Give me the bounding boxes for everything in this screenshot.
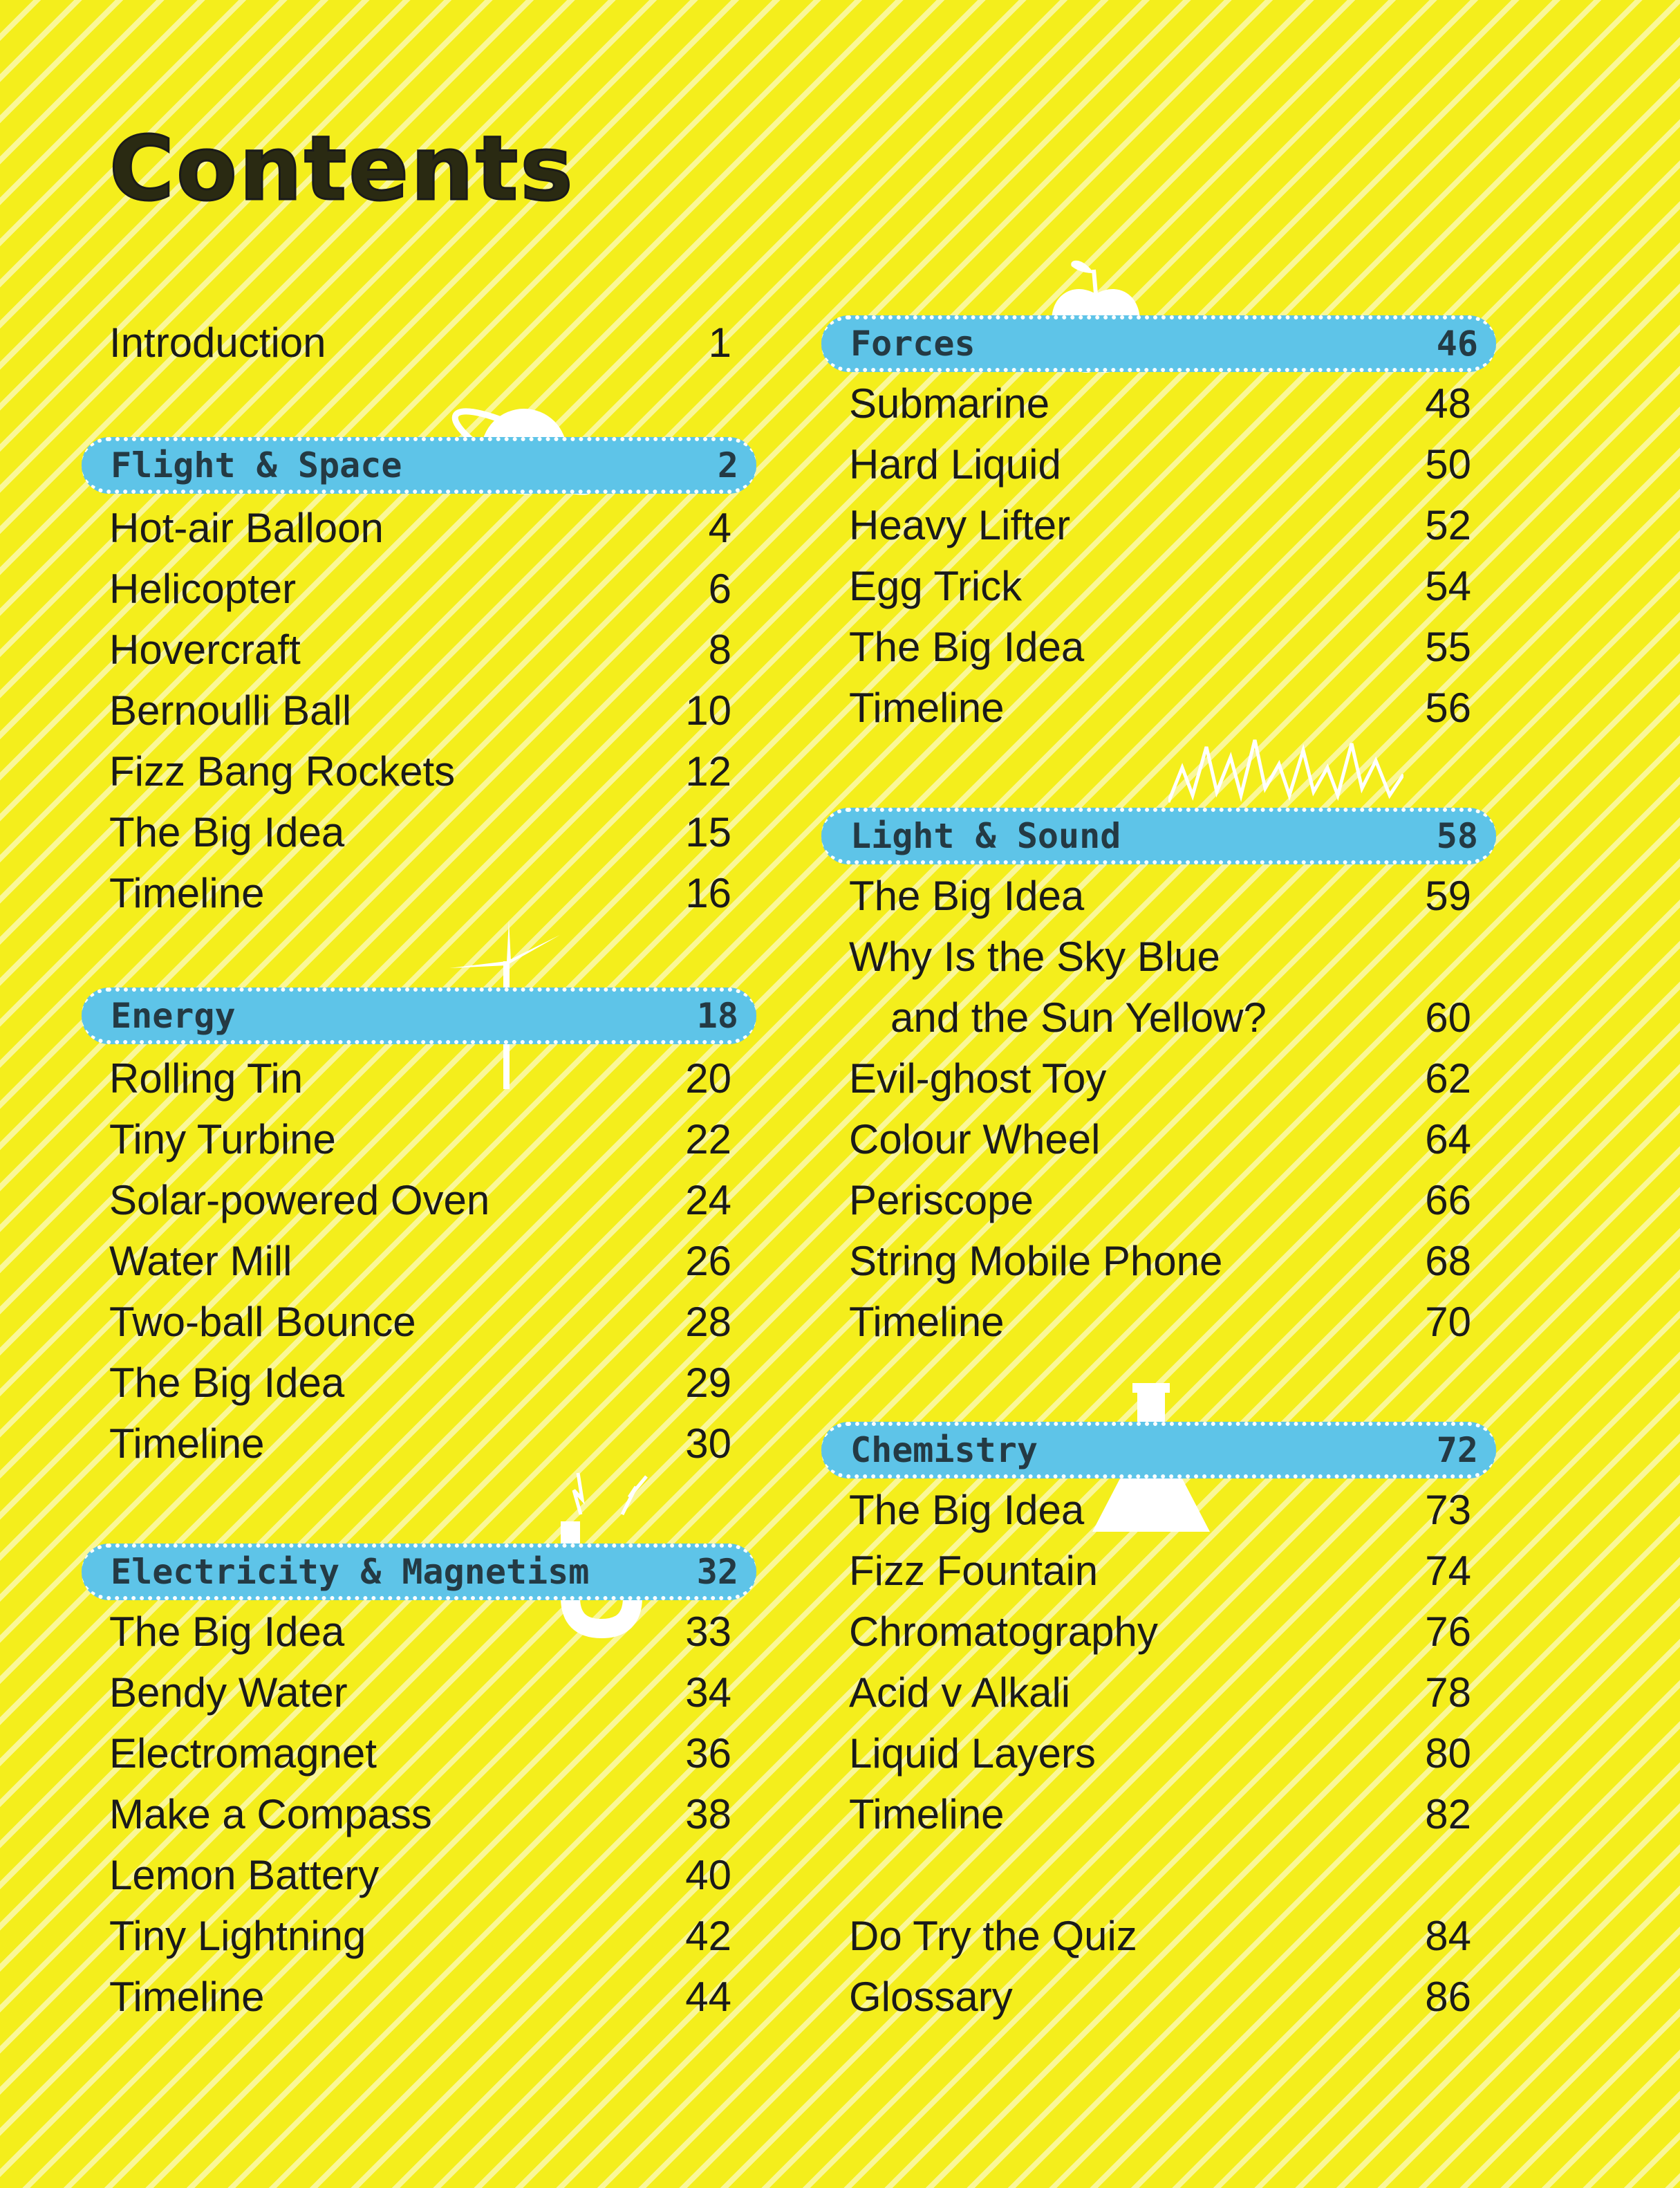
entry-label: Evil-ghost Toy [849,1055,1107,1102]
entry-label: Hard Liquid [849,441,1061,488]
entry-page: 62 [1425,1055,1471,1102]
entry-label: Electromagnet [109,1730,377,1777]
toc-entry[interactable] [109,1845,731,1906]
entry-page: 73 [1425,1487,1471,1533]
toc-entry[interactable] [849,495,1471,556]
entry-label-line1: Why Is the Sky Blue [849,934,1220,980]
entry-label: Two-ball Bounce [109,1299,416,1345]
section-page: 32 [696,1552,738,1592]
entry-page: 8 [708,627,731,673]
entry-page: 29 [685,1360,731,1406]
entry-label: Lemon Battery [109,1852,380,1898]
section-label: Electricity & Magnetism [111,1552,590,1592]
toc-entry[interactable] [109,559,731,620]
section-page: 72 [1436,1430,1478,1470]
entry-page: 38 [685,1791,731,1837]
section-label: Flight & Space [111,445,402,485]
entry-label: The Big Idea [109,1608,345,1655]
toc-entry[interactable] [109,863,731,924]
toc-entry[interactable] [109,1231,731,1292]
toc-entry[interactable] [109,1353,731,1413]
section-page: 46 [1436,324,1478,364]
entry-page: 60 [1425,994,1471,1041]
toc-entry[interactable] [849,373,1471,434]
section-heading-forces[interactable] [821,315,1496,372]
toc-entry[interactable] [109,1906,731,1967]
entry-page: 24 [685,1177,731,1223]
section-page: 58 [1436,816,1478,856]
entry-page: 26 [685,1238,731,1284]
toc-entry[interactable] [849,434,1471,495]
entry-page: 40 [685,1852,731,1898]
toc-entry[interactable] [849,1048,1471,1109]
entry-label: Timeline [849,1299,1005,1345]
entry-page: 33 [685,1608,731,1655]
entry-page: 66 [1425,1177,1471,1223]
toc-entry[interactable] [109,1109,731,1170]
entry-page: 50 [1425,441,1471,488]
entry-label: Egg Trick [849,563,1023,609]
entry-label: Timeline [109,870,265,916]
toc-entry[interactable] [849,1662,1471,1723]
entry-label: Heavy Lifter [849,502,1071,548]
section-heading-chemistry[interactable] [821,1422,1496,1478]
entry-page: 80 [1425,1730,1471,1777]
entry-label: Tiny Turbine [109,1116,336,1162]
entry-page: 20 [685,1055,731,1102]
entry-page: 55 [1425,624,1471,670]
entry-label: Colour Wheel [849,1116,1101,1162]
entry-page: 48 [1425,380,1471,427]
toc-entry[interactable] [849,1292,1471,1353]
toc-entry[interactable] [849,556,1471,617]
entry-label: Timeline [849,1791,1005,1837]
section-heading-energy[interactable] [82,988,756,1044]
entry-label-line2: and the Sun Yellow? [890,994,1267,1041]
entry-page: 84 [1425,1913,1471,1959]
toc-entry[interactable] [109,741,731,802]
toc-entry[interactable] [109,1662,731,1723]
toc-entry[interactable] [109,1967,731,2028]
entry-label: Hot-air Balloon [109,505,384,551]
entry-page: 52 [1425,502,1471,548]
entry-page: 44 [685,1974,731,2020]
toc-entry-quiz[interactable] [849,1906,1471,1967]
entry-page: 56 [1425,685,1471,731]
entry-label: Water Mill [109,1238,292,1284]
entry-page: 36 [685,1730,731,1777]
toc-entry[interactable] [849,1231,1471,1292]
entry-label: Glossary [849,1974,1013,2020]
section-page: 2 [717,445,738,485]
entry-label: Hovercraft [109,627,301,673]
entry-label: Submarine [849,380,1050,427]
entry-page: 12 [685,748,731,795]
entry-label: The Big Idea [109,809,345,855]
entry-page: 82 [1425,1791,1471,1837]
section-label: Forces [850,324,976,364]
entry-label: Solar-powered Oven [109,1177,490,1223]
toc-entry[interactable] [849,927,1471,1048]
entry-label: Make a Compass [109,1791,432,1837]
toc-entry[interactable] [109,802,731,863]
entry-label: Bendy Water [109,1669,348,1716]
section-heading-electricity-magnetism[interactable] [82,1543,756,1600]
entry-page: 10 [685,687,731,734]
toc-entry[interactable] [849,866,1471,927]
section-page: 18 [696,996,738,1036]
entry-page: 1 [708,319,731,366]
entry-label: Chromatography [849,1608,1158,1655]
entry-label: Introduction [109,319,326,366]
entry-label: Acid v Alkali [849,1669,1071,1716]
toc-entry[interactable] [109,1170,731,1231]
entry-label: The Big Idea [849,624,1085,670]
toc-entry[interactable] [109,1413,731,1474]
entry-label: Do Try the Quiz [849,1913,1137,1959]
toc-entry[interactable] [109,620,731,680]
entry-label: Rolling Tin [109,1055,304,1102]
toc-entry[interactable] [849,1784,1471,1845]
entry-label: Bernoulli Ball [109,687,352,734]
section-label: Chemistry [850,1430,1038,1470]
toc-entry-introduction[interactable] [109,313,731,373]
entry-page: 6 [708,566,731,612]
entry-label: The Big Idea [109,1360,345,1406]
entry-page: 78 [1425,1669,1471,1716]
toc-entry[interactable] [849,1480,1471,1541]
entry-label: Fizz Bang Rockets [109,748,456,795]
entry-page: 22 [685,1116,731,1162]
section-heading-light-sound[interactable] [821,808,1496,864]
entry-page: 59 [1425,873,1471,919]
entry-page: 42 [685,1913,731,1959]
toc-entry[interactable] [109,1292,731,1353]
entry-label: Periscope [849,1177,1034,1223]
toc-entry[interactable] [849,1723,1471,1784]
toc-entry[interactable] [109,1723,731,1784]
entry-page: 4 [708,505,731,551]
entry-page: 28 [685,1299,731,1345]
entry-page: 54 [1425,563,1471,609]
page-title: Contents [109,118,575,221]
toc-entry[interactable] [849,678,1471,739]
toc-entry[interactable] [109,498,731,559]
entry-page: 34 [685,1669,731,1716]
entry-label: Timeline [849,685,1005,731]
entry-page: 15 [685,809,731,855]
section-heading-flight-space[interactable] [82,437,756,494]
entry-label: String Mobile Phone [849,1238,1223,1284]
entry-page: 30 [685,1420,731,1467]
toc-entry[interactable] [109,1048,731,1109]
toc-entry-glossary[interactable] [849,1967,1471,2028]
toc-entry[interactable] [849,1170,1471,1231]
entry-label: Fizz Fountain [849,1548,1099,1594]
entry-page: 74 [1425,1548,1471,1594]
entry-label: The Big Idea [849,1487,1085,1533]
entry-label: Timeline [109,1974,265,2020]
toc-entry[interactable] [109,680,731,741]
toc-entry[interactable] [849,1602,1471,1662]
entry-page: 64 [1425,1116,1471,1162]
toc-entry[interactable] [109,1784,731,1845]
section-label: Energy [111,996,236,1036]
entry-label: Timeline [109,1420,265,1467]
entry-label [849,927,1267,1048]
entry-page: 68 [1425,1238,1471,1284]
entry-page: 86 [1425,1974,1471,2020]
toc-entry[interactable] [109,1602,731,1662]
entry-page: 76 [1425,1608,1471,1655]
entry-page: 16 [685,870,731,916]
toc-entry[interactable] [849,1109,1471,1170]
toc-entry[interactable] [849,617,1471,678]
entry-label: Helicopter [109,566,297,612]
sound-wave-icon [1168,726,1403,809]
entry-label: Tiny Lightning [109,1913,366,1959]
section-label: Light & Sound [850,816,1121,856]
entry-page: 70 [1425,1299,1471,1345]
entry-label: Liquid Layers [849,1730,1096,1777]
entry-label: The Big Idea [849,873,1085,919]
toc-entry[interactable] [849,1541,1471,1602]
